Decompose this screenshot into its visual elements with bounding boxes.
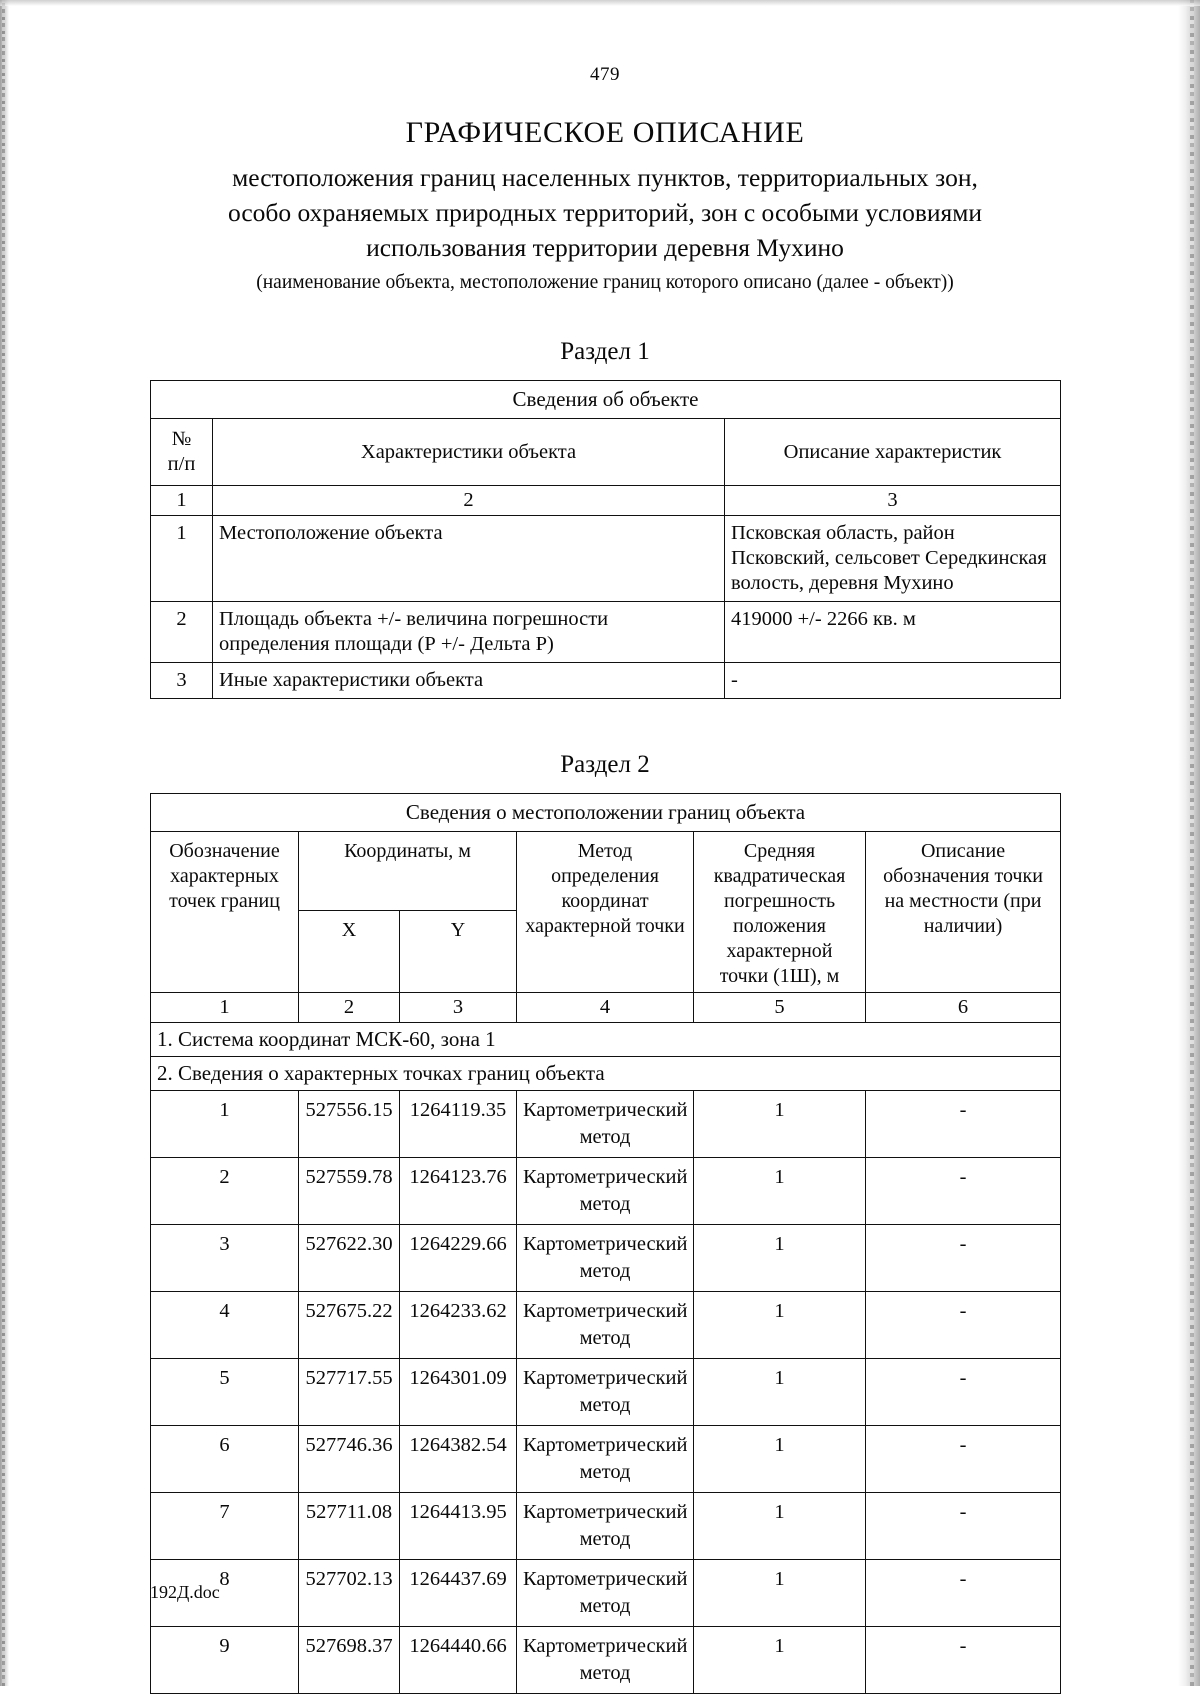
point-description: - xyxy=(866,1158,1061,1225)
column-number-2: 2 xyxy=(213,486,725,516)
row-index: 3 xyxy=(151,663,213,699)
row-description: - xyxy=(725,663,1061,699)
point-y: 1264123.76 xyxy=(400,1158,517,1225)
row-characteristic: Площадь объекта +/- величина погрешности определения площади (Р +/- Дельта Р) xyxy=(213,602,725,663)
row-description: 419000 +/- 2266 кв. м xyxy=(725,602,1061,663)
point-rms: 1 xyxy=(694,1359,866,1426)
point-y: 1264301.09 xyxy=(400,1359,517,1426)
table-row xyxy=(151,1627,1061,1694)
point-number: 4 xyxy=(151,1292,299,1359)
point-description: - xyxy=(866,1359,1061,1426)
point-y: 1264233.62 xyxy=(400,1292,517,1359)
point-number: 2 xyxy=(151,1158,299,1225)
table-row xyxy=(151,663,1061,699)
column-number-1: 1 xyxy=(151,486,213,516)
point-description: - xyxy=(866,1426,1061,1493)
point-number: 3 xyxy=(151,1225,299,1292)
point-method: Картометрический метод xyxy=(517,1426,694,1493)
point-rms: 1 xyxy=(694,1560,866,1627)
point-description: - xyxy=(866,1292,1061,1359)
column-header-rms-error: Средняя квадратическая погрешность положения характерной точки (1Ш), м xyxy=(694,832,866,993)
column-number-row xyxy=(151,993,1061,1023)
point-y: 1264440.66 xyxy=(400,1627,517,1694)
section-1-heading: Раздел 1 xyxy=(560,338,650,365)
object-info-table-title: Сведения об объекте xyxy=(151,381,1061,419)
point-number: 8 xyxy=(151,1560,299,1627)
point-x: 527717.55 xyxy=(299,1359,400,1426)
column-header-index-line-2: п/п xyxy=(167,453,196,475)
table-row xyxy=(151,1225,1061,1292)
table-row xyxy=(151,516,1061,602)
column-header-coord-y: Y xyxy=(400,911,517,993)
document-footer-filename: 192Д.doc xyxy=(150,1582,220,1602)
table-row xyxy=(151,602,1061,663)
point-y: 1264119.35 xyxy=(400,1091,517,1158)
boundary-points-table-title: Сведения о местоположении границ объекта xyxy=(151,794,1061,832)
column-header-index xyxy=(151,419,213,486)
boundary-points-table xyxy=(150,793,1061,1694)
coordinate-system-row xyxy=(151,1023,1061,1057)
point-method: Картометрический метод xyxy=(517,1560,694,1627)
points-subsection-row xyxy=(151,1057,1061,1091)
page-content xyxy=(150,0,1060,1694)
document-subtitle-line-2: особо охраняемых природных территорий, зон с особыми условиями xyxy=(227,198,983,227)
point-method: Картометрический метод xyxy=(517,1158,694,1225)
point-y: 1264382.54 xyxy=(400,1426,517,1493)
coordinate-system-label: 1. Система координат МСК-60, зона 1 xyxy=(151,1023,1061,1057)
table-title-row xyxy=(151,794,1061,832)
table-row xyxy=(151,1292,1061,1359)
point-number: 6 xyxy=(151,1426,299,1493)
point-method: Картометрический метод xyxy=(517,1225,694,1292)
document-subtitle-line-1: местоположения границ населенных пунктов, территориальных зон, xyxy=(232,163,978,192)
point-rms: 1 xyxy=(694,1493,866,1560)
table-row xyxy=(151,1091,1061,1158)
point-description: - xyxy=(866,1493,1061,1560)
table-row xyxy=(151,1359,1061,1426)
point-number: 9 xyxy=(151,1627,299,1694)
table-header-row xyxy=(151,419,1061,486)
point-rms: 1 xyxy=(694,1158,866,1225)
point-y: 1264413.95 xyxy=(400,1493,517,1560)
document-subtitle-line-3: использования территории деревня Мухино xyxy=(366,233,844,262)
column-header-description: Описание характеристик xyxy=(725,419,1061,486)
column-header-index-line-1: № xyxy=(171,428,192,450)
column-number-2: 2 xyxy=(299,993,400,1023)
row-description: Псковская область, район Псковский, сельсовет Середкинская волость, деревня Мухино xyxy=(725,516,1061,602)
object-info-table xyxy=(150,380,1061,699)
table-row xyxy=(151,1560,1061,1627)
column-number-1: 1 xyxy=(151,993,299,1023)
point-x: 527556.15 xyxy=(299,1091,400,1158)
point-x: 527559.78 xyxy=(299,1158,400,1225)
point-method: Картометрический метод xyxy=(517,1493,694,1560)
point-x: 527702.13 xyxy=(299,1560,400,1627)
point-x: 527698.37 xyxy=(299,1627,400,1694)
table-row xyxy=(151,1493,1061,1560)
column-header-coordinates: Координаты, м xyxy=(299,832,517,911)
row-index: 1 xyxy=(151,516,213,602)
point-y: 1264229.66 xyxy=(400,1225,517,1292)
column-number-3: 3 xyxy=(400,993,517,1023)
column-number-6: 6 xyxy=(866,993,1061,1023)
point-number: 7 xyxy=(151,1493,299,1560)
point-x: 527622.30 xyxy=(299,1225,400,1292)
point-description: - xyxy=(866,1627,1061,1694)
points-subsection-label: 2. Сведения о характерных точках границ объекта xyxy=(151,1057,1061,1091)
document-note: (наименование объекта, местоположение границ которого описано (далее - объект)) xyxy=(256,272,954,293)
point-number: 1 xyxy=(151,1091,299,1158)
point-description: - xyxy=(866,1091,1061,1158)
section-2-heading: Раздел 2 xyxy=(560,751,650,778)
table-title-row xyxy=(151,381,1061,419)
column-number-3: 3 xyxy=(725,486,1061,516)
point-number: 5 xyxy=(151,1359,299,1426)
column-header-point-designation: Обозначение характерных точек границ xyxy=(151,832,299,993)
document-title: ГРАФИЧЕСКОЕ ОПИСАНИЕ xyxy=(405,116,805,149)
point-rms: 1 xyxy=(694,1225,866,1292)
point-y: 1264437.69 xyxy=(400,1560,517,1627)
column-number-5: 5 xyxy=(694,993,866,1023)
point-x: 527675.22 xyxy=(299,1292,400,1359)
table-header-row xyxy=(151,832,1061,911)
point-method: Картометрический метод xyxy=(517,1292,694,1359)
point-method: Картометрический метод xyxy=(517,1091,694,1158)
column-header-coord-x: X xyxy=(299,911,400,993)
point-x: 527746.36 xyxy=(299,1426,400,1493)
point-rms: 1 xyxy=(694,1292,866,1359)
point-method: Картометрический метод xyxy=(517,1627,694,1694)
table-row xyxy=(151,1158,1061,1225)
point-description: - xyxy=(866,1560,1061,1627)
point-x: 527711.08 xyxy=(299,1493,400,1560)
row-characteristic: Местоположение объекта xyxy=(213,516,725,602)
table-row xyxy=(151,1426,1061,1493)
point-rms: 1 xyxy=(694,1091,866,1158)
page-number: 479 xyxy=(590,64,620,85)
column-header-point-description: Описание обозначения точки на местности (при наличии) xyxy=(866,832,1061,993)
column-header-characteristics: Характеристики объекта xyxy=(213,419,725,486)
point-method: Картометрический метод xyxy=(517,1359,694,1426)
row-index: 2 xyxy=(151,602,213,663)
point-description: - xyxy=(866,1225,1061,1292)
document-subtitle xyxy=(150,160,1060,265)
column-header-method: Метод определения координат характерной точки xyxy=(517,832,694,993)
column-number-row xyxy=(151,486,1061,516)
point-rms: 1 xyxy=(694,1627,866,1694)
column-number-4: 4 xyxy=(517,993,694,1023)
point-rms: 1 xyxy=(694,1426,866,1493)
row-characteristic: Иные характеристики объекта xyxy=(213,663,725,699)
